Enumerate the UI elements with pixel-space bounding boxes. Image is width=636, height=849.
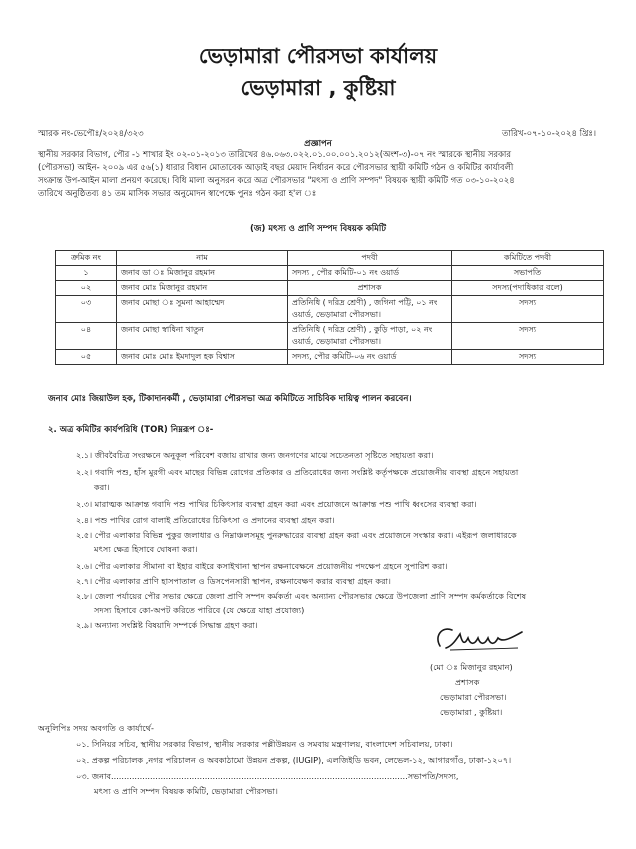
copy-item: ০১. সিনিয়র সচিব, স্থানীয় সরকার বিভাগ, স্থানীয় সরকার পল্লীউন্নয়ন ও সমবায় মন্ত্রণালয়, বাংলাদেশ সচিবালয়, ঢাকা। — [76, 739, 453, 749]
committee-table — [55, 250, 604, 365]
cell-serial: ০২ — [56, 281, 117, 296]
cell-role: সভাপতি — [452, 266, 604, 281]
table-header-row — [56, 251, 604, 266]
table-row — [56, 296, 604, 323]
body-line: স্থানীয় সরকার বিভাগ, পৌর -১ শাখার ইং ০২-০১-২০১৩ তারিখের ৪৬.০৬৩.০২২.০১.০০.০০১.২০১২(অংশ-৩)-০৭ নং স্মারকে স্থানীয় সরকার — [38, 149, 511, 159]
cell-serial: ০৫ — [56, 350, 117, 365]
col-header-name: নাম — [117, 251, 288, 266]
cell-designation: সদস্য , পৌর কমিটি-০১ নং ওয়ার্ড — [288, 266, 452, 281]
memo-date: তারিখ-০৭-১০-২০২৪ খ্রিঃ। — [502, 129, 596, 139]
signatory-place: ভেড়ামারা , কুষ্টিয়া। — [440, 707, 503, 717]
cell-designation: প্রতিনিধি ( দরিদ্র শ্রেণী) , জগিনা পট্টি, ০১ নং ওয়ার্ড, ভেড়ামারা পৌরসভা। — [288, 296, 452, 323]
copy-heading: অনুলিপিঃ সদয় অবগতি ও কার্যার্থে- — [38, 723, 154, 733]
tor-item-cont: করা। — [94, 482, 110, 492]
tor-item: ২.৩। মারাত্মক আক্রান্ত গবাদি পশু পাখির চিকিৎসার ব্যবস্থা গ্রহন করা এবং প্রয়োজনে আক্রান্ত পশু পাখি ধ্বংসের ব্যবস্থা করা। — [76, 499, 477, 509]
notice-title: প্রজ্ঞাপন — [304, 139, 332, 149]
table-row — [56, 323, 604, 350]
memo-body — [38, 148, 598, 200]
table-row — [56, 281, 604, 296]
table-row — [56, 266, 604, 281]
tor-item: ২.৪। পশু পাখির রোগ বালাই প্রতিরোধের চিকিৎসা ও প্রদানের ব্যবস্থা গ্রহন করা। — [76, 515, 335, 525]
col-header-role: কমিটিতে পদবী — [452, 251, 604, 266]
cell-role: সদস্য — [452, 350, 604, 365]
tor-heading: ২. অত্র কমিটির কার্যপরিধি (TOR) নিম্নরূপ ঃ- — [48, 425, 214, 435]
cell-serial: ০৪ — [56, 323, 117, 350]
cell-designation: প্রতিনিধি ( দরিদ্র শ্রেণী) , কুড়ি পাড়া, ০২ নং ওয়ার্ড, ভেড়ামারা পৌরসভা। — [288, 323, 452, 350]
cell-role: সদস্য(পদাধিকার বলে) — [452, 281, 604, 296]
cell-name: জনাব মোঃ মিজানুর রহমান — [117, 281, 288, 296]
cell-role: সদস্য — [452, 323, 604, 350]
secretary-note: জনাব মোঃ জিয়াউল হক, টিকাদানকর্মী , ভেড়ামারা পৌরসভা অত্র কমিটিতে সাচিবিক দায়িত্ব পালন করবেন। — [48, 394, 412, 404]
tor-item: ২.৮। জেলা পর্যায়ের পৌর সভার ক্ষেত্রে জেলা প্রাণি সম্পদ কর্মকর্তা এবং অন্যান্য পৌরসভার ক্ষেত্রে উপজেলা প্রাণি সম্পদ কর্মকর্তাকে বিশেষ — [76, 591, 527, 601]
copy-item-cont: মৎস্য ও প্রাণি সম্পদ বিষয়ক কমিটি, ভেড়ামারা পৌরসভা। — [94, 786, 278, 796]
signatory-title: প্রশাসক — [455, 677, 480, 687]
tor-item-cont: মৎস্য ক্ষেত্র হিসাবে ঘোষনা করা। — [94, 544, 198, 554]
memo-ref-no: স্মারক নং-ভেপৌঃ/২০২৪/৩২৩ — [38, 129, 144, 139]
cell-serial: ১ — [56, 266, 117, 281]
copy-item: ০৩. জনাব..................................................................................................................সভাপতি/সদস্য, — [76, 771, 459, 781]
signatory-office: ভেড়ামারা পৌরসভা। — [440, 692, 507, 702]
tor-item: ২.৭। পৌর এলাকার প্রাণি হাসপাতাল ও ডিসপেনসারী স্থাপন, রক্ষনাবেক্ষণ করার ব্যবস্থা গ্রহন করা। — [76, 576, 391, 586]
cell-name: জনাব মোছা স্বাধিনা খাতুন — [117, 323, 288, 350]
cell-serial: ০৩ — [56, 296, 117, 323]
signatory-name: (মো ঃ মিজানুর রহমান) — [430, 662, 513, 672]
body-line: তারিখে অনুষ্ঠিতব্য ৪১ তম মাসিক সভার অনুমোদন স্বাপেক্ষে পুনঃ গঠন করা হ'ল ঃ — [38, 188, 317, 198]
table-row — [56, 350, 604, 365]
tor-item: ২.৬। পৌর এলাকার সীমানা বা ইহার বাইরে কসাইখানা স্থাপন রক্ষনাবেক্ষনে প্রয়োজনীয় পদক্ষেপ গ্রহনে সুপারিশ করা। — [76, 561, 448, 571]
cell-designation: সদস্য, পৌর কমিটি-০৬ নং ওয়ার্ড — [288, 350, 452, 365]
body-line: সংক্রান্ত উপ-আইন মালা প্রনয়ণ করেছে। বিধি মালা অনুসরন করে অত্র পৌরসভার "মৎস্য ও প্রাণি সম্পদ" বিষয়ক স্থায়ী কমিটি গত ০৩-১০-২০২৪ — [38, 175, 515, 185]
col-header-serial: ক্রমিক নং — [56, 251, 117, 266]
office-location: ভেড়ামারা , কুষ্টিয়া — [240, 76, 396, 100]
tor-item: ২.৯। অন্যান্য সংশ্লিষ্ট বিষয়াদি সম্পর্কে সিদ্ধান্ত গ্রহণ করা। — [76, 620, 258, 630]
cell-name: জনাব মোঃ মোঃ ইমদাদুল হক বিশ্বাস — [117, 350, 288, 365]
cell-name: জনাব মোছা ঃ সুমনা আহাম্মেদ — [117, 296, 288, 323]
tor-item-cont: সদস্য হিসাবে কো-অপট করিতে পারিবে (যে ক্ষেত্রে যাহা প্রযোজ্য) — [94, 605, 305, 615]
tor-item: ২.২। গবাদি পশু, হাঁস মুরগী এবং মাছের বিভিন্ন রোগের প্রতিকার ও প্রতিরোধের জন্য সংশ্লিষ্ট কর্তৃপক্ষকে প্রয়োজনীয় ব্যবস্থা গ্রহনে সহায়তা — [76, 467, 519, 477]
copy-item: ০২. প্রকল্প পরিচালক ,নগর পরিচালন ও অবকাঠামো উন্নয়ন প্রকল্প, (IUGIP), এলজিইডি ভবন, লেভেল-১২, আগারগাঁও, ঢাকা-১২০৭। — [76, 755, 512, 765]
cell-role: সদস্য — [452, 296, 604, 323]
tor-item: ২.৫। পৌর এলাকার বিভিন্ন পুকুর জলাধার ও নিম্নাঞ্চলসমূহ পুনরুদ্ধারের ব্যবস্থা গ্রহন করা এবং প্রয়োজনে সংস্কার করা। এইরূপ জলাধারকে — [76, 530, 517, 540]
committee-title: (জ) মৎস্য ও প্রাণি সম্পদ বিষয়ক কমিটি — [249, 224, 386, 234]
body-line: (পৌরসভা) আইন- ২০০৯ এর ৫৬(১) ধারার বিধান মোতাবেক আড়াই বছর মেয়াদ নির্ধারন করে পৌরসভার স্থায়ী কমিটি গঠন ও কমিটির কার্যাবলী — [38, 162, 514, 172]
cell-name: জনাব ডা ঃ মিজানুর রহমান — [117, 266, 288, 281]
col-header-designation: পদবী — [288, 251, 452, 266]
cell-designation: প্রশাসক — [288, 281, 452, 296]
tor-item: ২.১। জীববৈচিত্র সংরক্ষনে অনুকূল পরিবেশ বজায় রাখার জন্য জনগণের মাঝে সচেতনতা সৃষ্টিতে সহায়তা করা। — [76, 450, 434, 460]
office-title: ভেড়ামারা পৌরসভা কার্যালয় — [198, 44, 438, 68]
handwritten-signature — [430, 620, 530, 660]
